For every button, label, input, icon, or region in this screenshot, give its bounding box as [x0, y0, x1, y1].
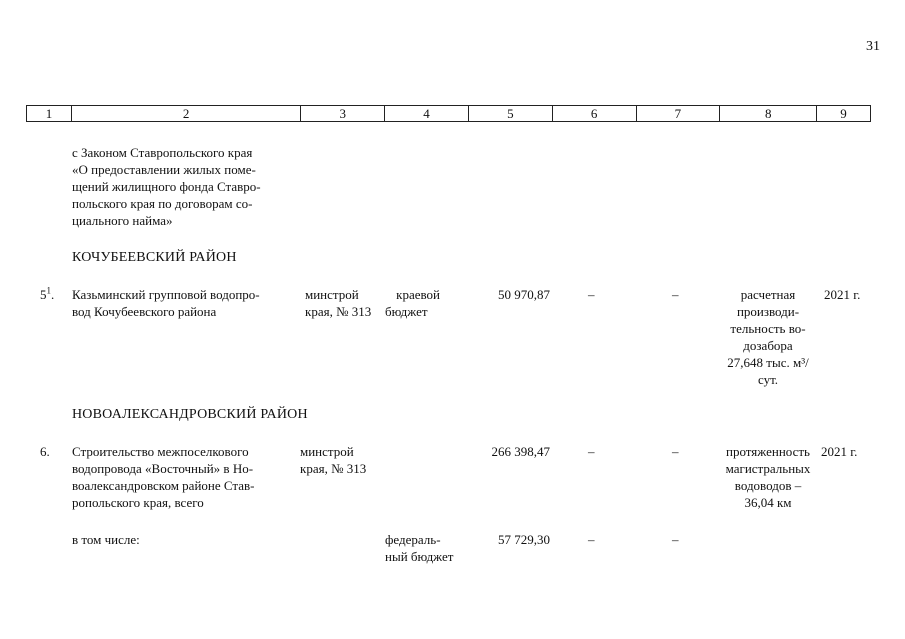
dash: – — [588, 532, 595, 547]
text-line: минстрой — [305, 287, 359, 302]
text-line: 36,04 км — [744, 495, 792, 510]
completion-year: 2021 г. — [824, 287, 861, 302]
text-line: 27,648 тыс. м³/ — [727, 355, 809, 370]
including-label: в том числе: — [72, 532, 140, 547]
row-number: $5^1$. — [40, 285, 55, 302]
text-line: щений жилищного фонда Ставро- — [72, 179, 261, 194]
text-line: краевой — [396, 287, 440, 302]
text-line: с Законом Ставропольского края — [72, 145, 253, 160]
section-title: НОВОАЛЕКСАНДРОВСКИЙ РАЙОН — [72, 407, 308, 422]
column-number: 4 — [385, 106, 469, 121]
column-number: 9 — [840, 106, 847, 121]
column-number: 3 — [301, 106, 385, 121]
text-line: Строительство межпоселкового — [72, 444, 249, 459]
column-number-header — [26, 105, 871, 122]
row-number: 6. — [40, 444, 50, 459]
text-line: воалександровском районе Став- — [72, 478, 255, 493]
text-line: польского края по договорам со- — [72, 196, 253, 211]
column-number: 6 — [553, 106, 637, 121]
text-line: магистральных — [725, 461, 811, 476]
customer — [300, 443, 385, 477]
funding-source — [385, 531, 467, 565]
text-line: федераль- — [385, 532, 441, 547]
object-name — [72, 443, 297, 511]
dash: – — [672, 532, 679, 547]
dash: – — [672, 444, 679, 459]
amount: 50 970,87 — [498, 287, 550, 302]
dash: – — [672, 287, 679, 302]
amount: 266 398,47 — [491, 444, 550, 459]
amount: 57 729,30 — [498, 532, 550, 547]
text-line: протяженность — [726, 444, 810, 459]
text-line: вод Кочубеевского района — [72, 304, 217, 319]
funding-source — [385, 286, 440, 320]
text-line: ный бюджет — [385, 549, 454, 564]
dash: – — [588, 444, 595, 459]
completion-year: 2021 г. — [821, 444, 858, 459]
row-number-value: 5 — [40, 287, 47, 302]
text-line: ропольского края, всего — [72, 495, 204, 510]
text-line: бюджет — [385, 304, 428, 319]
page-number: 31 — [866, 39, 880, 54]
text-line: водопровода «Восточный» в Но- — [72, 461, 254, 476]
text-line: края, № 313 — [300, 461, 367, 476]
column-number: 5 — [469, 106, 553, 121]
column-number: 1 — [27, 106, 72, 121]
customer — [305, 286, 385, 320]
section-title: КОЧУБЕЕВСКИЙ РАЙОН — [72, 250, 237, 265]
dash: – — [588, 287, 595, 302]
capacity — [713, 286, 823, 388]
text-line: Казьминский групповой водопро- — [72, 287, 260, 302]
text-line: циального найма» — [72, 213, 173, 228]
continuation-text — [72, 144, 304, 229]
column-number: 2 — [72, 106, 301, 121]
text-line: водоводов – — [734, 478, 802, 493]
text-line: производи- — [736, 304, 800, 319]
text-line: «О предоставлении жилых поме- — [72, 162, 256, 177]
column-number: 7 — [637, 106, 721, 121]
text-line: дозабора — [743, 338, 793, 353]
text-line: минстрой — [300, 444, 354, 459]
row-number-superscript: 1 — [46, 285, 51, 296]
capacity — [713, 443, 823, 511]
text-line: тельность во- — [730, 321, 806, 336]
text-line: сут. — [757, 372, 779, 387]
text-line: расчетная — [740, 287, 796, 302]
column-number: 8 — [720, 106, 817, 121]
text-line: края, № 313 — [305, 304, 372, 319]
object-name — [72, 286, 297, 320]
